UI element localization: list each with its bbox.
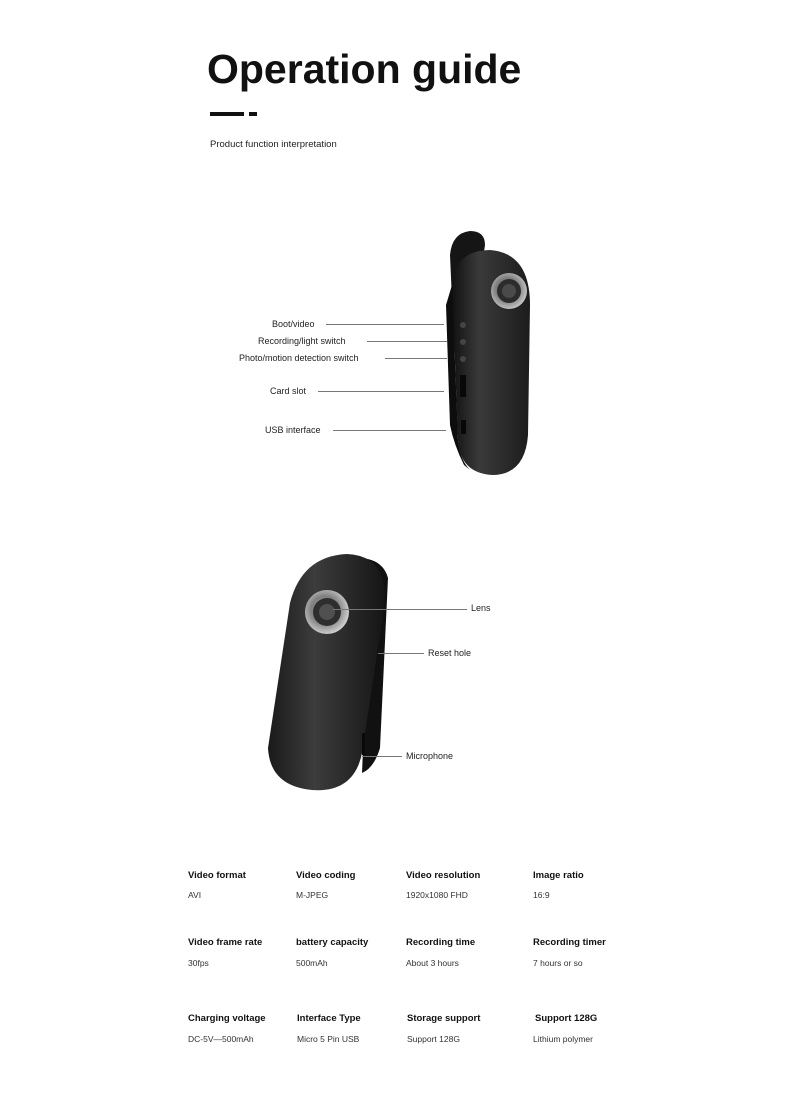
spec-value: 16:9 (533, 890, 550, 900)
label-card-slot: Card slot (270, 386, 307, 396)
spec-name: Image ratio (533, 870, 584, 881)
spec-name: Storage support (407, 1013, 481, 1024)
spec-name: Video resolution (406, 870, 481, 881)
spec-value: Lithium polymer (533, 1034, 593, 1044)
leader-line (367, 341, 447, 342)
title-underline-dash (249, 112, 257, 116)
spec-name: Charging voltage (188, 1013, 266, 1024)
leader-line (362, 756, 402, 757)
camera-front-view-image (262, 548, 397, 798)
spec-name: Video format (188, 870, 246, 881)
leader-line (326, 324, 444, 325)
spec-value: Micro 5 Pin USB (297, 1034, 360, 1044)
spec-name: battery capacity (296, 937, 369, 948)
spec-value: AVI (188, 890, 202, 900)
spec-value: Support 128G (407, 1034, 460, 1044)
spec-name: Recording timer (533, 937, 606, 948)
label-microphone: Microphone (406, 751, 454, 761)
page-subtitle: Product function interpretation (210, 139, 337, 150)
label-photo-motion-switch: Photo/motion detection switch (239, 353, 359, 363)
label-reset-hole: Reset hole (428, 648, 472, 658)
label-recording-light-switch: Recording/light switch (258, 336, 346, 346)
spec-value: DC-5V—500mAh (188, 1034, 254, 1044)
label-lens: Lens (471, 603, 491, 613)
page-title: Operation guide (207, 46, 522, 92)
spec-value: 1920x1080 FHD (406, 890, 468, 900)
camera-side-view-image (430, 225, 540, 485)
spec-value: 30fps (188, 958, 209, 968)
spec-value: 7 hours or so (533, 958, 583, 968)
spec-value: 500mAh (296, 958, 328, 968)
spec-name: Video frame rate (188, 937, 263, 948)
leader-line (385, 358, 447, 359)
spec-value: M-JPEG (296, 890, 329, 900)
label-boot-video: Boot/video (272, 319, 315, 329)
leader-line (333, 609, 467, 610)
spec-name: Video coding (296, 870, 356, 881)
leader-line (318, 391, 444, 392)
leader-line (378, 653, 424, 654)
label-usb-interface: USB interface (265, 425, 321, 435)
spec-name: Interface Type (297, 1013, 361, 1024)
spec-name: Recording time (406, 937, 476, 948)
leader-line (333, 430, 446, 431)
spec-name: Support 128G (535, 1013, 598, 1024)
title-underline (210, 112, 244, 116)
spec-value: About 3 hours (406, 958, 459, 968)
